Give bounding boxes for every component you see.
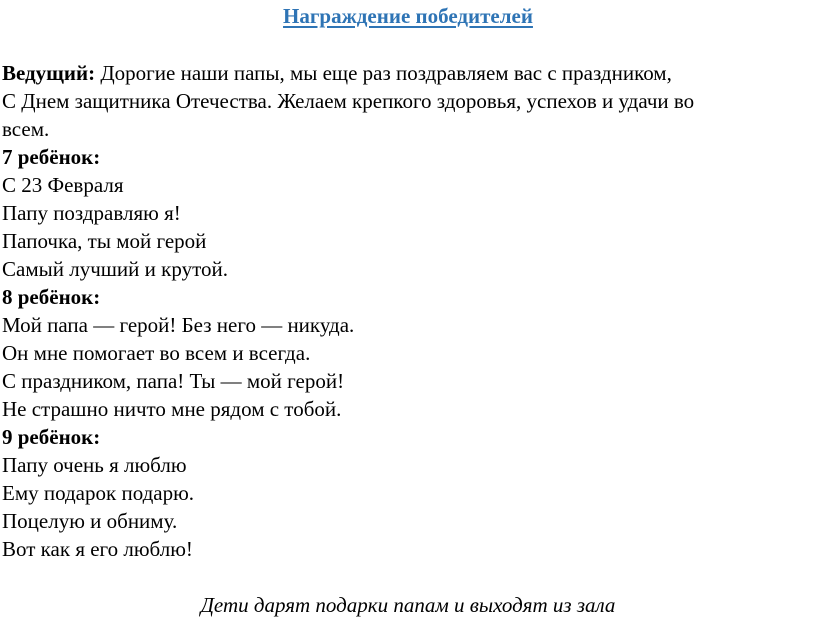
document-body bbox=[2, 59, 814, 563]
poem-line: Папу очень я люблю bbox=[2, 453, 187, 477]
host-line-2: С Днем защитника Отечества. Желаем крепкого здоровья, успехов и удачи во bbox=[2, 89, 695, 113]
host-line-1 bbox=[2, 59, 814, 87]
child-9-speaker-label: 9 ребёнок: bbox=[2, 425, 101, 449]
poem-line: Самый лучший и крутой. bbox=[2, 257, 228, 281]
poem-line: Не страшно ничто мне рядом с тобой. bbox=[2, 397, 342, 421]
poem-line: Ему подарок подарю. bbox=[2, 481, 195, 505]
poem-line: С 23 Февраля bbox=[2, 173, 124, 197]
host-speaker-label: Ведущий: bbox=[2, 61, 96, 85]
child-7-speaker-label: 7 ребёнок: bbox=[2, 145, 101, 169]
poem-line: Папу поздравляю я! bbox=[2, 201, 181, 225]
poem-line: С праздником, папа! Ты — мой герой! bbox=[2, 369, 345, 393]
closing-stage-direction: Дети дарят подарки папам и выходят из зала bbox=[200, 593, 616, 617]
poem-line: Мой папа — герой! Без него — никуда. bbox=[2, 313, 355, 337]
poem-line: Поцелую и обниму. bbox=[2, 509, 178, 533]
child-8-speaker-label: 8 ребёнок: bbox=[2, 285, 101, 309]
poem-line: Вот как я его люблю! bbox=[2, 537, 193, 561]
document-title: Награждение победителей bbox=[283, 4, 533, 28]
poem-line: Папочка, ты мой герой bbox=[2, 229, 207, 253]
host-line-3: всем. bbox=[2, 117, 50, 141]
poem-line: Он мне помогает во всем и всегда. bbox=[2, 341, 311, 365]
host-text: Дорогие наши папы, мы еще раз поздравляем вас с праздником, bbox=[100, 61, 672, 85]
